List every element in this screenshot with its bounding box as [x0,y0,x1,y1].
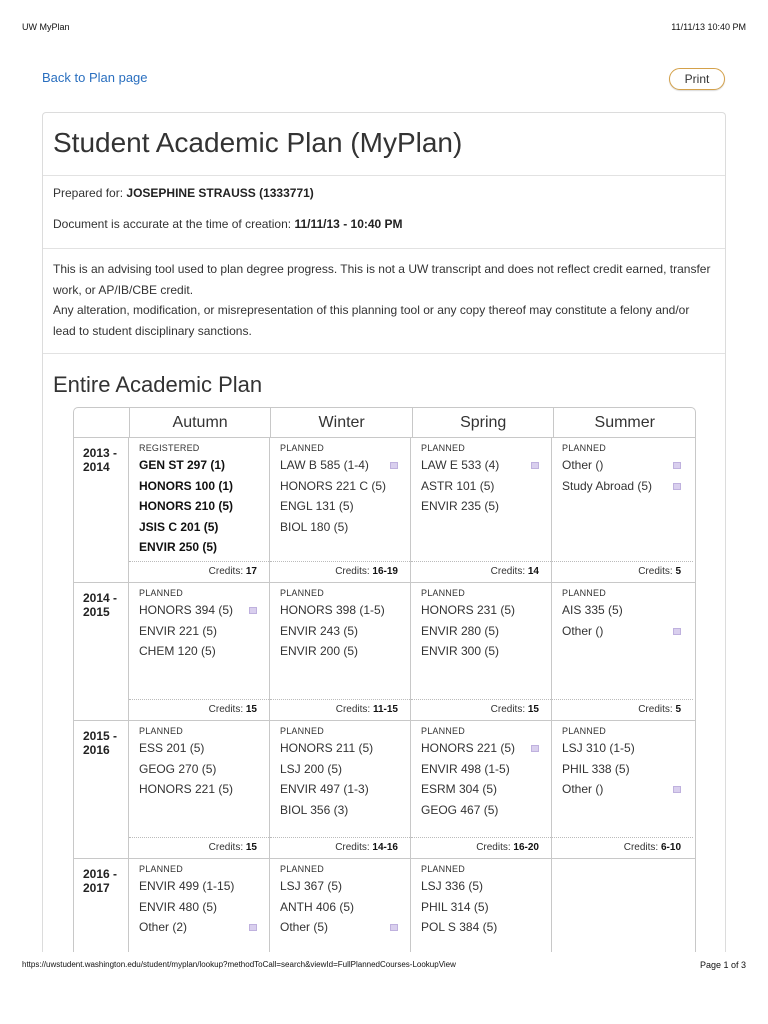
credits-summary [129,699,269,720]
course-name: ENVIR 498 (1-5) [421,761,510,776]
course-name: Other (2) [139,920,188,935]
course-item[interactable] [562,455,685,476]
course-item[interactable] [139,600,261,621]
plan-grid [73,407,696,952]
quarter-status: PLANNED [562,443,606,453]
disclaimer-text-1: This is an advising tool used to plan degree progress. This is not a UW transcript and does not reflect credit earned, transfer work, or AP/IB/CBE credit. [53,262,711,297]
section-title: Entire Academic Plan [53,372,263,397]
quarter-status [562,863,685,876]
course-name: HONORS 231 (5) [421,603,516,617]
course-item[interactable] [421,800,543,821]
course-item[interactable] [280,779,402,800]
course-name: HONORS 398 (1-5) [280,603,385,617]
course-item[interactable] [280,917,402,938]
note-icon[interactable] [673,786,681,793]
course-item[interactable] [562,476,685,497]
course-name: ENGL 131 (5) [280,499,354,514]
student-info [43,176,725,249]
course-item[interactable] [139,496,261,517]
credits-label: Credits: [208,704,244,715]
quarter-cell-body [129,859,269,938]
browser-page-title: UW MyPlan [22,22,70,32]
course-item[interactable] [139,641,261,662]
quarter-header-spring: Spring [413,408,555,437]
quarter-status: PLANNED [280,588,324,598]
course-name: ASTR 101 (5) [421,478,495,493]
course-name: LSJ 200 (5) [280,761,343,776]
course-name: Other (5) [280,920,329,935]
course-name: ENVIR 497 (1-3) [280,782,369,797]
year-label: 2013 - 2014 [74,438,129,582]
course-name: ENVIR 300 (5) [421,644,500,659]
quarter-status: PLANNED [280,443,324,453]
course-item[interactable] [139,517,261,538]
course-item[interactable] [562,600,685,621]
credits-value: 14-16 [372,842,398,853]
year-label: 2016 - 2017 [74,859,129,952]
credits-summary [129,837,269,858]
credits-label: Credits: [476,842,511,853]
accuracy-label: Document is accurate at the time of creation: [53,217,292,231]
credits-label: Credits: [623,842,659,853]
quarter-cell [270,859,411,952]
quarter-cell-body [411,583,551,662]
print-button[interactable]: Print [669,68,725,90]
course-name: HONORS 100 (1) [139,478,234,493]
quarter-cell [411,438,552,582]
course-item[interactable] [421,917,543,938]
course-item[interactable] [421,496,543,517]
course-name: Other () [562,458,604,472]
course-name: ENVIR 235 (5) [421,499,500,514]
year-label: 2015 - 2016 [74,721,129,858]
course-name: AIS 335 (5) [562,603,623,617]
credits-summary [129,561,269,582]
course-item[interactable] [280,641,402,662]
course-name: LAW E 533 (4) [421,458,500,472]
course-name: ENVIR 280 (5) [421,623,500,638]
quarter-status: PLANNED [421,443,465,453]
credits-value: 15 [527,704,539,715]
course-name: BIOL 180 (5) [280,519,349,534]
print-datetime: 11/11/13 10:40 PM [671,22,746,32]
quarter-header-winter: Winter [271,408,413,437]
prepared-for [53,184,715,202]
quarter-cell [552,859,693,952]
year-header-cell [74,408,130,437]
quarter-cell [411,721,552,858]
quarter-cell-body [411,721,551,820]
course-name: ENVIR 200 (5) [280,644,359,659]
credits-value: 11-15 [372,704,398,715]
quarter-status: PLANNED [421,864,465,874]
course-name: GEN ST 297 (1) [139,458,226,472]
course-item[interactable] [280,738,402,759]
note-icon[interactable] [673,462,681,469]
page-title: Student Academic Plan (MyPlan) [43,113,725,176]
credits-value: 16-20 [513,842,539,853]
quarter-cell [129,583,270,720]
quarter-cell-body [129,583,269,662]
credits-summary [270,561,410,582]
course-name: PHIL 314 (5) [421,899,489,914]
quarter-cell-body [129,438,269,558]
course-name: ENVIR 243 (5) [280,623,359,638]
quarter-cell [552,438,693,582]
year-row [74,721,695,859]
course-item[interactable] [139,476,261,497]
quarter-cell [411,859,552,952]
quarter-header-autumn: Autumn [130,408,272,437]
credits-summary [411,837,551,858]
course-item[interactable] [139,455,261,476]
credits-label: Credits: [638,566,673,577]
quarter-cell-body [129,721,269,800]
course-name: HONORS 221 C (5) [280,478,387,493]
note-icon[interactable] [249,924,257,931]
note-icon[interactable] [249,607,257,614]
quarter-header-row [74,408,695,438]
course-name: JSIS C 201 (5) [139,519,219,534]
credits-label: Credits: [638,704,673,715]
quarter-status: PLANNED [421,588,465,598]
quarter-cell [129,721,270,858]
credits-summary [552,699,693,720]
course-name: ESS 201 (5) [139,741,205,755]
accuracy-statement [53,215,715,233]
course-item[interactable] [280,876,402,897]
course-name: ENVIR 499 (1-15) [139,879,235,893]
note-icon[interactable] [531,745,539,752]
course-name: Other () [562,782,604,797]
course-item[interactable] [280,621,402,642]
course-item[interactable] [562,738,685,759]
course-name: CHEM 120 (5) [139,644,216,659]
quarter-cell [129,438,270,582]
course-name: PHIL 338 (5) [562,761,630,776]
course-name: ESRM 304 (5) [421,782,498,797]
course-item[interactable] [562,759,685,780]
credits-value: 17 [245,566,257,577]
credits-summary [552,837,693,858]
credits-label: Credits: [335,842,370,853]
course-name: HONORS 211 (5) [280,741,374,755]
year-row [74,438,695,583]
quarter-status: PLANNED [280,864,324,874]
note-icon[interactable] [531,462,539,469]
course-item[interactable] [280,600,402,621]
quarter-status: PLANNED [562,588,606,598]
quarter-header-summer: Summer [594,414,655,431]
quarter-cell [270,721,411,858]
course-item[interactable] [421,738,543,759]
course-item[interactable] [421,455,543,476]
course-name: LSJ 310 (1-5) [562,741,635,755]
course-name: HONORS 221 (5) [421,741,516,755]
note-icon[interactable] [673,628,681,635]
course-item[interactable] [280,496,402,517]
course-item[interactable] [280,455,402,476]
credits-label: Credits: [335,704,371,715]
quarter-status: PLANNED [280,726,324,736]
course-item[interactable] [139,759,261,780]
course-item[interactable] [421,600,543,621]
credits-label: Credits: [490,704,526,715]
quarter-cell-body [411,438,551,517]
back-to-plan-link[interactable]: Back to Plan page [42,70,148,85]
quarter-cell-body [552,438,693,496]
course-name: HONORS 394 (5) [139,603,234,617]
year-row [74,583,695,721]
course-name: GEOG 270 (5) [139,761,217,776]
prepared-label: Prepared for: [53,186,124,200]
note-icon[interactable] [390,924,398,931]
quarter-cell-body [270,859,410,938]
quarter-cell-body [552,859,693,876]
credits-label: Credits: [208,566,244,577]
page-url: https://uwstudent.washington.edu/student/myplan/lookup?methodToCall=search&viewId=FullPlannedCourses-LookupView [22,960,456,969]
note-icon[interactable] [390,462,398,469]
course-item[interactable] [139,779,261,800]
course-name: LAW B 585 (1-4) [280,458,369,472]
course-item[interactable] [139,537,261,558]
credits-summary [270,699,410,720]
course-item[interactable] [562,779,685,800]
quarter-cell-body [270,583,410,662]
quarter-cell [270,438,411,582]
course-item[interactable] [421,897,543,918]
quarter-status: PLANNED [562,726,606,736]
quarter-cell-body [552,583,693,641]
course-name: BIOL 356 (3) [280,802,349,817]
quarter-cell [129,859,270,952]
quarter-status: PLANNED [139,588,183,598]
credits-value: 16-19 [372,566,398,577]
quarter-cell-body [270,721,410,820]
year-label: 2014 - 2015 [74,583,129,720]
course-name: HONORS 221 (5) [139,782,234,797]
page-number: Page 1 of 3 [699,960,746,970]
course-name: ENVIR 221 (5) [139,623,218,638]
credits-label: Credits: [208,842,244,853]
credits-summary [411,561,551,582]
quarter-cell-body [270,438,410,537]
quarter-cell-body [411,859,551,938]
academic-plan-panel [42,112,726,952]
credits-value: 15 [245,704,257,715]
course-item[interactable] [139,738,261,759]
course-item[interactable] [562,621,685,642]
credits-value: 6-10 [660,842,681,853]
course-item[interactable] [421,476,543,497]
credits-value: 15 [245,842,257,853]
quarter-status: PLANNED [421,726,465,736]
credits-value: 14 [527,566,539,577]
accuracy-datetime: 11/11/13 - 10:40 PM [294,217,403,231]
credits-summary [411,699,551,720]
course-name: Study Abroad (5) [562,478,653,493]
course-item[interactable] [421,759,543,780]
course-name: ENVIR 480 (5) [139,899,218,914]
course-name: Other () [562,623,604,638]
course-name: POL S 384 (5) [421,920,498,935]
course-name: ENVIR 250 (5) [139,540,218,555]
disclaimer-text-2: Any alteration, modification, or misrepresentation of this planning tool or any copy thereof may constitute a felony and/or lead to student disciplinary sanctions. [53,303,690,338]
credits-summary [552,561,693,582]
credits-label: Credits: [490,566,526,577]
credits-label: Credits: [335,566,370,577]
note-icon[interactable] [673,483,681,490]
quarter-status: PLANNED [139,864,183,874]
course-item[interactable] [280,476,402,497]
course-item[interactable] [421,621,543,642]
quarter-cell [552,721,693,858]
course-item[interactable] [280,897,402,918]
course-name: HONORS 210 (5) [139,499,234,514]
credits-value: 5 [675,704,681,715]
course-name: LSJ 336 (5) [421,879,484,893]
quarter-cell [552,583,693,720]
student-name: JOSEPHINE STRAUSS (1333771) [126,186,314,200]
course-item[interactable] [280,517,402,538]
course-item[interactable] [139,897,261,918]
quarter-cell [270,583,411,720]
course-item[interactable] [280,759,402,780]
course-name: ANTH 406 (5) [280,899,355,914]
course-item[interactable] [421,779,543,800]
quarter-cell [411,583,552,720]
course-name: LSJ 367 (5) [280,879,343,893]
course-item[interactable] [421,876,543,897]
quarter-cell-body [552,721,693,800]
course-item[interactable] [139,917,261,938]
course-name: GEOG 467 (5) [421,802,499,817]
course-item[interactable] [139,876,261,897]
year-row [74,859,695,952]
quarter-status: REGISTERED [139,443,200,453]
course-item[interactable] [421,641,543,662]
course-item[interactable] [139,621,261,642]
course-item[interactable] [280,800,402,821]
credits-summary [270,837,410,858]
credits-value: 5 [675,566,681,577]
quarter-status: PLANNED [139,726,183,736]
disclaimer [43,249,725,354]
